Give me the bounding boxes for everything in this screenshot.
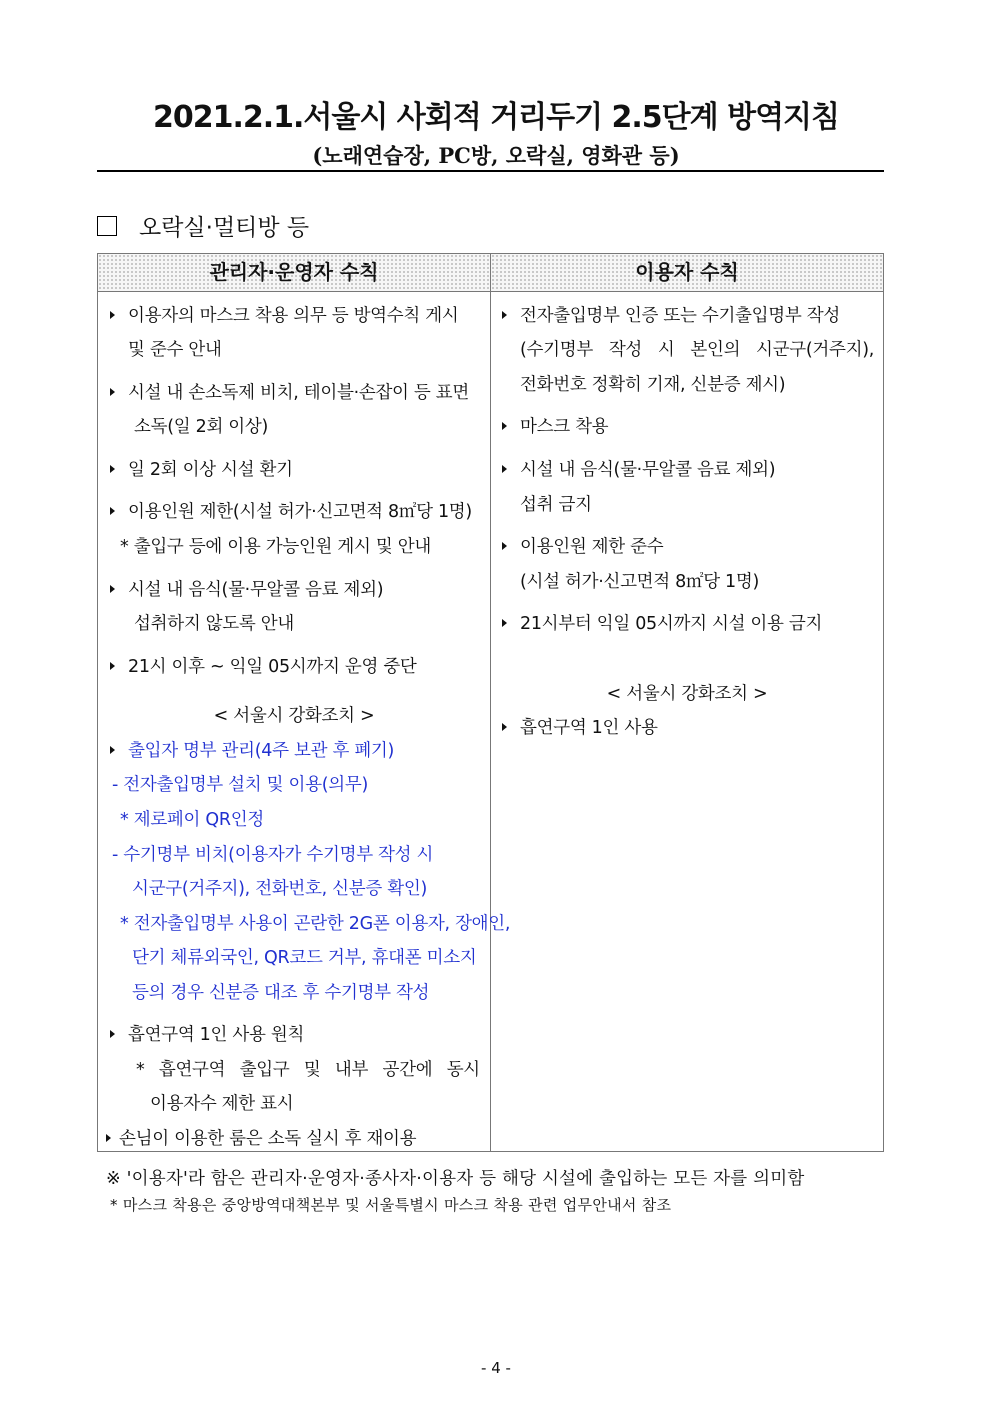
user-rule-food: 시설 내 음식(물·무알콜 음료 제외) [502, 458, 775, 482]
section-heading [97, 209, 309, 242]
page-number: - 4 - [481, 1359, 511, 1377]
manager-rule-hours: 21시 이후 ~ 익일 05시까지 운영 중단 [110, 655, 417, 679]
bullet-triangle-icon [110, 507, 115, 515]
manager-rule-smoking: 흡연구역 1인 사용 원칙 [110, 1023, 304, 1047]
manager-rule-food: 시설 내 음식(물·무알콜 음료 제외) [110, 578, 383, 602]
bullet-triangle-icon [502, 723, 507, 731]
bullet-triangle-icon [502, 542, 507, 550]
user-rule-hours: 21시부터 익일 05시까지 시설 이용 금지 [502, 612, 822, 636]
section-title: 오락실·멀티방 등 [139, 215, 310, 241]
manager-enhanced-manual-log: - 수기명부 비치(이용자가 수기명부 작성 시 [112, 845, 434, 865]
bullet-triangle-icon [110, 662, 115, 670]
footnote-definition: ※ '이용자'라 함은 관리자·운영자·종사자·이용자 등 해당 시설에 출입하는 모든 자를 의미함 [106, 1169, 805, 1189]
page-title: 2021.2.1.서울시 사회적 거리두기 2.5단계 방역지침 [152, 100, 840, 135]
manager-enhanced-manual-log-cont: 시군구(거주지), 전화번호, 신분증 확인) [132, 879, 427, 899]
footnote-mask-reference: * 마스크 착용은 중앙방역대책본부 및 서울특별시 마스크 착용 관련 업무안내서 참조 [110, 1196, 672, 1214]
user-rule-mask: 마스크 착용 [502, 415, 608, 439]
checkbox-icon [97, 216, 117, 236]
manager-rule-room-disinfect: 손님이 이용한 룸은 소독 실시 후 재이용 [106, 1127, 416, 1151]
user-rule-food-cont: 섭취 금지 [520, 495, 592, 515]
manager-rule-ventilation: 일 2회 이상 시설 환기 [110, 458, 293, 482]
manager-rules-header: 관리자·운영자 수칙 [98, 254, 491, 292]
manager-rule-smoking-note: * 흡연구역 출입구 및 내부 공간에 동시 [136, 1060, 480, 1080]
user-rule-entry-log-cont1: (수기명부 작성 시 본인의 시군구(거주지), [520, 340, 874, 360]
bullet-triangle-icon [110, 1030, 115, 1038]
manager-rule-mask-notice-cont: 및 준수 안내 [128, 340, 222, 360]
bullet-triangle-icon [110, 585, 115, 593]
bullet-triangle-icon [110, 388, 115, 396]
user-rule-capacity-cont: (시설 허가·신고면적 8㎡당 1명) [520, 572, 760, 592]
manager-rule-smoking-note-cont: 이용자수 제한 표시 [150, 1094, 294, 1114]
manager-enhanced-exception-cont1: 단기 체류외국인, QR코드 거부, 휴대폰 미소지 [132, 948, 477, 968]
bullet-triangle-icon [110, 746, 115, 754]
user-rule-entry-log-cont2: 전화번호 정확히 기재, 신분증 제시) [520, 375, 786, 395]
column-divider [490, 291, 491, 1151]
bullet-triangle-icon [110, 465, 115, 473]
manager-rule-mask-notice: 이용자의 마스크 착용 의무 등 방역수칙 게시 [110, 304, 482, 328]
manager-enhanced-visitor-log: 출입자 명부 관리(4주 보관 후 폐기) [110, 739, 394, 763]
manager-enhanced-zeropay: * 제로페이 QR인정 [120, 810, 264, 830]
manager-rule-food-cont: 섭취하지 않도록 안내 [134, 614, 294, 634]
manager-rule-capacity: 이용인원 제한(시설 허가·신고면적 8㎡당 1명) [110, 500, 472, 524]
rules-table [97, 253, 884, 1152]
manager-enhanced-exception-cont2: 등의 경우 신분증 대조 후 수기명부 작성 [132, 983, 430, 1003]
manager-enhanced-e-log: - 전자출입명부 설치 및 이용(의무) [112, 775, 368, 795]
bullet-triangle-icon [502, 465, 507, 473]
user-enhanced-title: < 서울시 강화조치 > [606, 684, 768, 704]
bullet-triangle-icon [110, 311, 115, 319]
bullet-triangle-icon [502, 619, 507, 627]
manager-rule-sanitizer: 시설 내 손소독제 비치, 테이블·손잡이 등 표면 [110, 381, 469, 405]
manager-enhanced-title: < 서울시 강화조치 > [213, 706, 375, 726]
user-rule-capacity: 이용인원 제한 준수 [502, 535, 663, 559]
bullet-triangle-icon [502, 311, 507, 319]
title-divider [97, 170, 884, 172]
user-rules-header: 이용자 수칙 [491, 254, 883, 292]
bullet-triangle-icon [502, 422, 507, 430]
manager-enhanced-exception-note: * 전자출입명부 사용이 곤란한 2G폰 이용자, 장애인, [120, 914, 511, 934]
user-rule-entry-log: 전자출입명부 인증 또는 수기출입명부 작성 [502, 304, 840, 328]
page-subtitle: (노래연습장, PC방, 오락실, 영화관 등) [312, 143, 680, 168]
manager-rule-capacity-note: * 출입구 등에 이용 가능인원 게시 및 안내 [120, 537, 431, 557]
bullet-triangle-icon [106, 1134, 111, 1142]
user-enhanced-smoking: 흡연구역 1인 사용 [502, 716, 658, 740]
manager-rule-sanitizer-cont: 소독(일 2회 이상) [134, 417, 269, 437]
